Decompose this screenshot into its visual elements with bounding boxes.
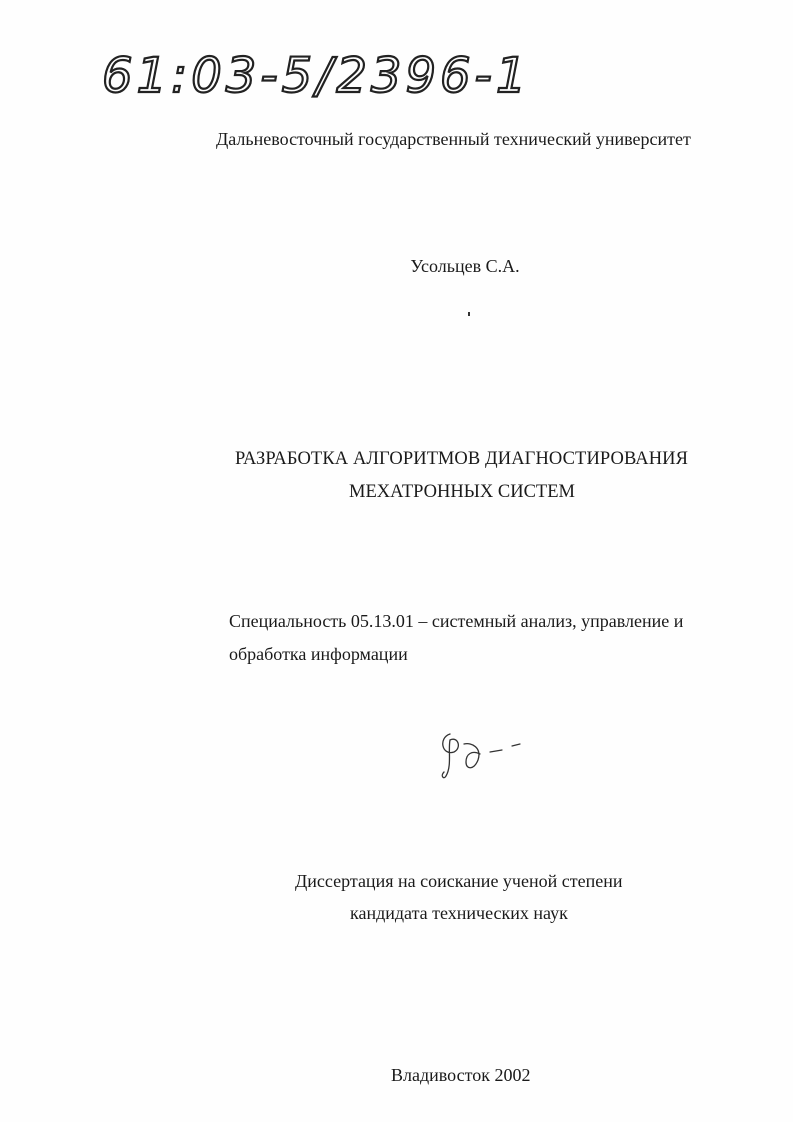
handwritten-code-drawing (100, 34, 530, 114)
dissertation-line-1: Диссертация на соискание ученой степени (295, 871, 623, 891)
university-name: Дальневосточный государственный технический университет (216, 129, 691, 149)
handwritten-archive-code (100, 34, 530, 114)
specialty-line-1: Специальность 05.13.01 – системный анализ, управление и (229, 611, 684, 631)
dissertation-line-2: кандидата технических наук (350, 903, 568, 923)
specialty-line-2: обработка информации (229, 644, 408, 664)
author-name: Усольцев С.А. (410, 256, 520, 276)
handwritten-code-text: 61:03-5/2396-1 (102, 48, 530, 104)
thesis-title-line-2: МЕХАТРОННЫХ СИСТЕМ (349, 482, 575, 502)
city-and-year: Владивосток 2002 (391, 1065, 531, 1085)
scan-speck (468, 312, 470, 316)
handwritten-signature (436, 726, 536, 782)
thesis-title-line-1: РАЗРАБОТКА АЛГОРИТМОВ ДИАГНОСТИРОВАНИЯ (235, 449, 689, 469)
signature-drawing (436, 726, 536, 782)
